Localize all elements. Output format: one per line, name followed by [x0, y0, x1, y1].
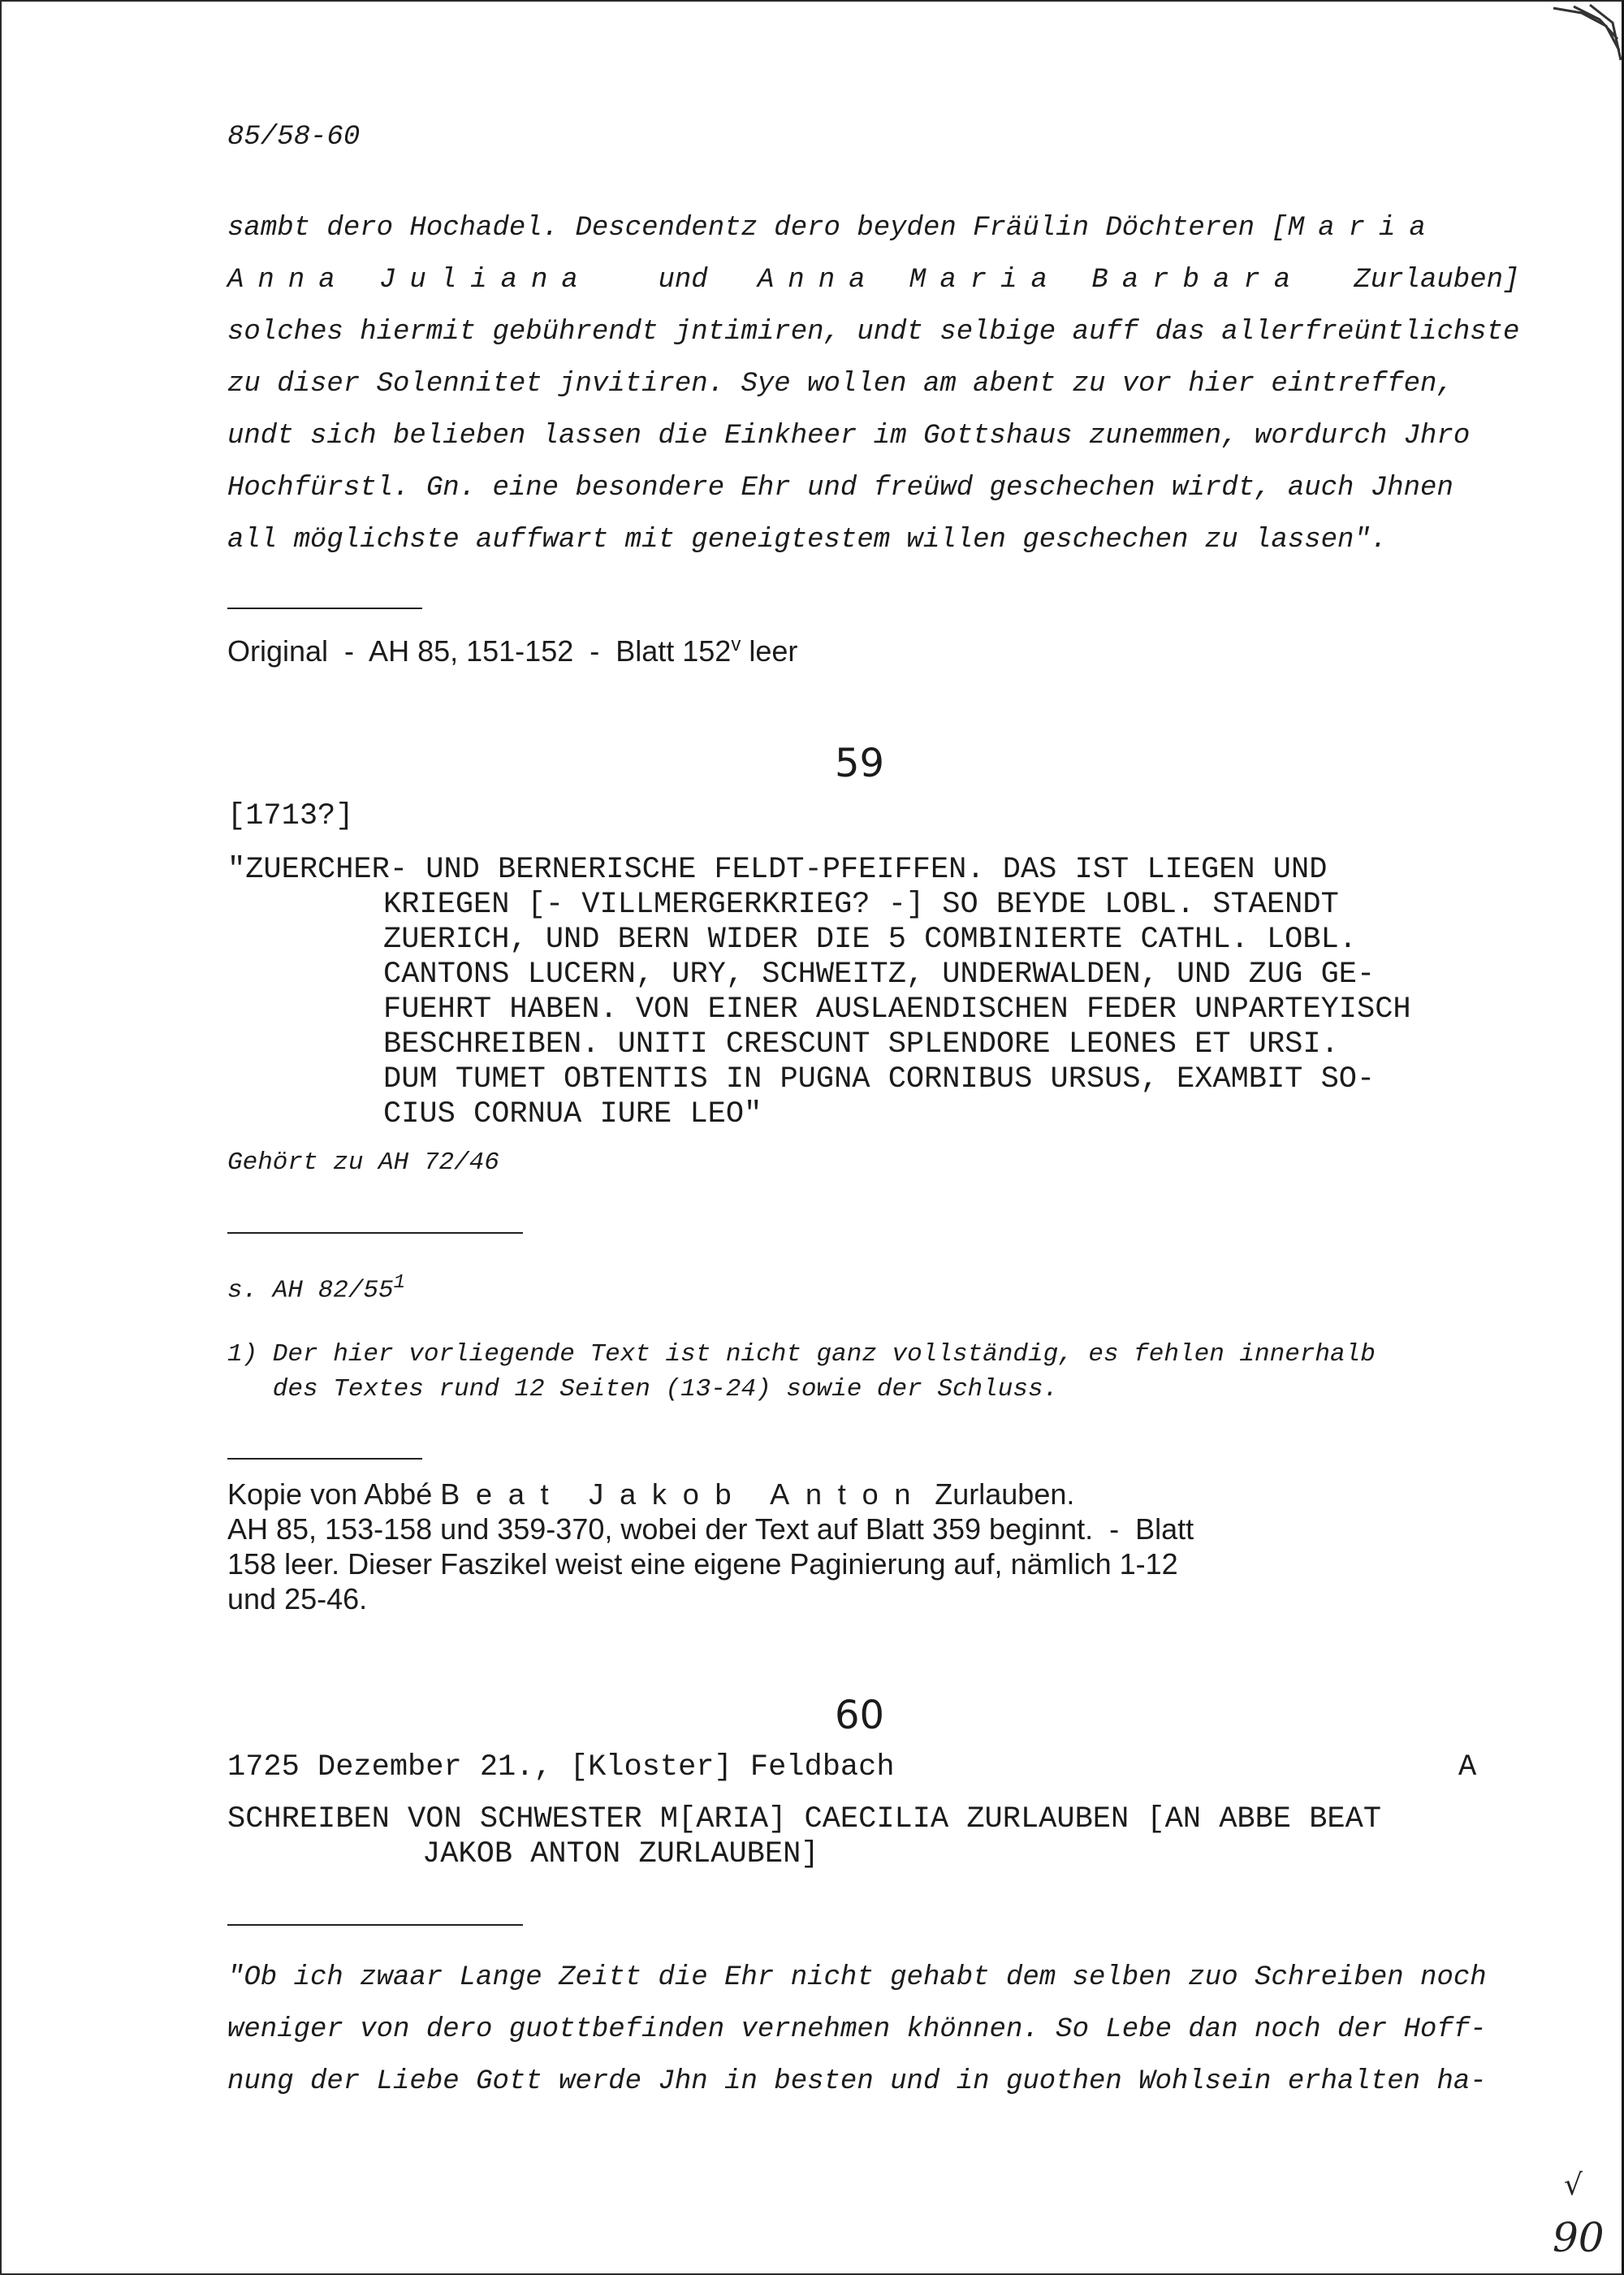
divider-rule [227, 1232, 523, 1234]
doc60-text-line2: weniger von dero guottbefinden vernehmen khönnen. So Lebe dan noch der Hoff- [227, 2014, 1487, 2045]
para1-line5: undt sich belieben lassen die Einkheer im Gottshaus zunemmen, wordurch Jhro [227, 421, 1471, 452]
copy-note-line1: Kopie von Abbé Beat Jakob Anton Zurlauben. [227, 1477, 1075, 1511]
margin-check-mark: √ [1564, 2169, 1583, 2202]
doc-number-60: 60 [835, 1693, 885, 1738]
doc60-text-line3: nung der Liebe Gott werde Jhn in besten und in guothen Wohlsein erhalten ha- [227, 2066, 1487, 2097]
doc59-title-line6: BESCHREIBEN. UNITI CRESCUNT SPLENDORE LEONES ET URSI. [383, 1027, 1339, 1062]
doc60-mark: A [1458, 1750, 1477, 1784]
doc60-text-line1: "Ob ich zwaar Lange Zeitt die Ehr nicht gehabt dem selben zuo Schreiben noch [227, 1962, 1487, 1993]
corner-scribble-icon [1549, 2, 1622, 67]
doc59-title-line2: KRIEGEN [- VILLMERGERKRIEG? -] SO BEYDE LOBL. STAENDT [383, 888, 1339, 922]
para1-line3: solches hiermit gebührendt jntimiren, undt selbige auff das allerfreüntlichste [227, 317, 1520, 348]
doc59-date: [1713?] [227, 799, 354, 833]
doc59-footnote-line1: 1) Der hier vorliegende Text ist nicht ganz vollständig, es fehlen innerhalb [227, 1340, 1376, 1369]
doc59-footnote-line2: des Textes rund 12 Seiten (13-24) sowie der Schluss. [227, 1375, 1059, 1403]
divider-rule [227, 1458, 422, 1460]
doc59-see-reference: s. AH $82/55^1$ [227, 1272, 406, 1305]
doc60-date: 1725 Dezember 21., [Kloster] Feldbach [227, 1750, 895, 1784]
doc59-title-line5: FUEHRT HABEN. VON EINER AUSLAENDISCHEN FEDER UNPARTEYISCH [383, 993, 1411, 1027]
doc59-belongs-note: Gehört zu AH 72/46 [227, 1148, 499, 1177]
doc59-title-line8: CIUS CORNUA IURE LEO" [383, 1097, 762, 1131]
para1-line7: all möglichste auffwart mit geneigtestem willen geschechen zu lassen". [227, 525, 1388, 556]
copy-note-line2: AH 85, 153-158 und 359-370, wobei der Text auf Blatt 359 beginnt. - Blatt [227, 1512, 1194, 1546]
divider-rule [227, 608, 422, 609]
doc60-title-line1: SCHREIBEN VON SCHWESTER M[ARIA] CAECILIA ZURLAUBEN [AN ABBE BEAT [227, 1802, 1382, 1836]
divider-rule [227, 1924, 523, 1926]
para1-line1: sambt dero Hochadel. Descendentz dero beyden Fräülin Döchteren [Maria [227, 213, 1440, 244]
copy-note-line3: 158 leer. Dieser Faszikel weist eine eigene Paginierung auf, nämlich 1-12 [227, 1547, 1178, 1581]
doc60-title-line2: JAKOB ANTON ZURLAUBEN] [422, 1837, 819, 1871]
doc-number-59: 59 [835, 741, 885, 786]
page-reference: 85/58-60 [227, 122, 361, 153]
handwritten-page-number: 90 [1553, 2214, 1605, 2261]
doc59-title-line3: ZUERICH, UND BERN WIDER DIE 5 COMBINIERTE CATHL. LOBL. [383, 923, 1357, 957]
doc59-title-line4: CANTONS LUCERN, URY, SCHWEITZ, UNDERWALDEN, UND ZUG GE- [383, 958, 1376, 992]
doc59-title-line7: DUM TUMET OBTENTIS IN PUGNA CORNIBUS URSUS, EXAMBIT SO- [383, 1062, 1376, 1096]
source-note: Original - AH 85, 151-152 - Blatt 152$^v$ leer [227, 634, 798, 668]
doc59-title-line1: "ZUERCHER- UND BERNERISCHE FELDT-PFEIFFEN. DAS IST LIEGEN UND [227, 853, 1328, 887]
para1-line6: Hochfürstl. Gn. eine besondere Ehr und freüwd geschechen wirdt, auch Jhnen [227, 473, 1453, 504]
copy-note-line4: und 25-46. [227, 1582, 368, 1615]
para1-line4: zu diser Solennitet jnvitiren. Sye wollen am abent zu vor hier eintreffen, [227, 369, 1453, 400]
para1-line2: Anna Juliana und Anna Maria Barbara Zurlauben] [227, 265, 1520, 296]
